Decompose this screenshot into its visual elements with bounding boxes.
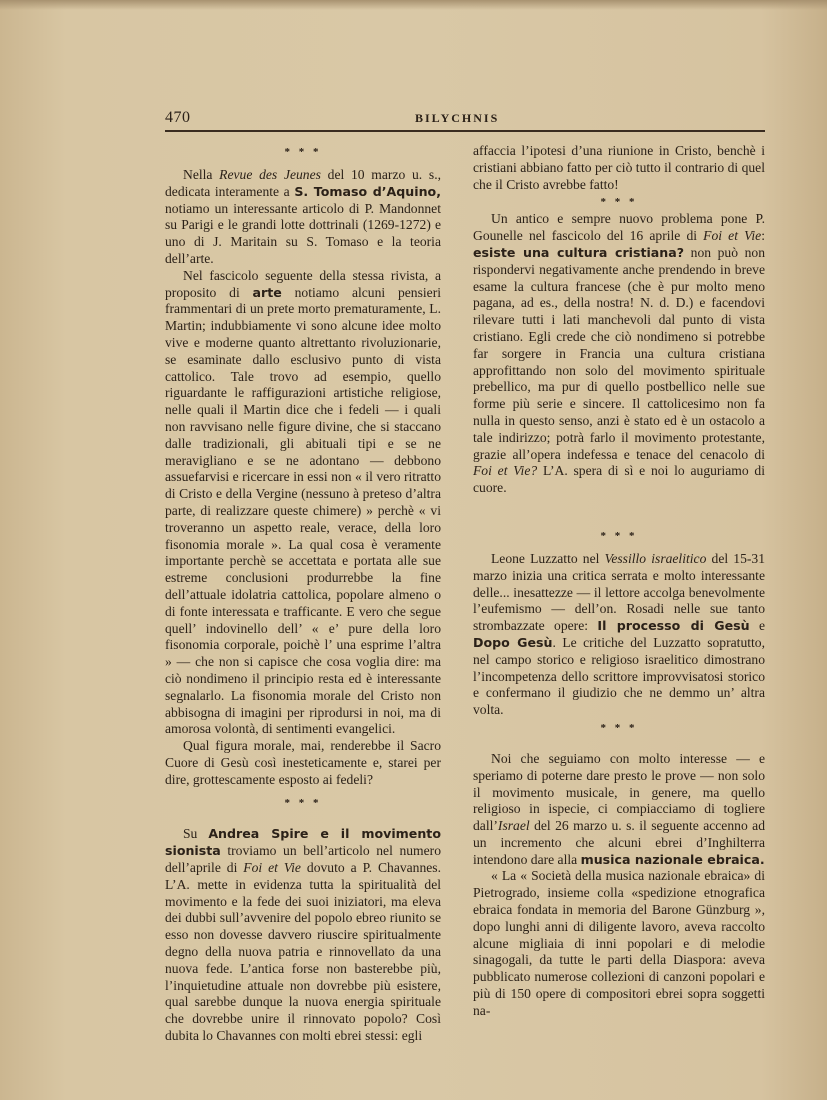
bold-subject: S. Tomaso d’Aquino, xyxy=(294,183,441,199)
paragraph: « La « Società della musica nazionale ebraica» di Pietrogrado, insieme colla «spedizione etnografica ebraica fondata in memoria del Barone Günzburg », dopo lunghi anni di diligente lavoro, aveva raccolto alcune migliaia di inni popolari e di melodie sinagogali, da tutte le parti della Diaspora: aveva pubblicato numerose collezioni di canzoni popolari e più di 150 opere di compositori ebrei sopra soggetti na- xyxy=(473,868,765,1018)
paragraph: Noi che seguiamo con molto interesse — e speriamo di poterne dare presto le prove — non solo il movimento musicale, in genere, ma quello religioso in ispecie, ci compiacciamo di togliere dall’Israel del 26 marzo u. s. il seguente accenno ad un incremento che alcuni ebrei d’Inghilterra intendono dare alla musica nazionale ebraica. xyxy=(473,750,765,867)
page-number: 470 xyxy=(165,109,191,126)
page-top-shadow xyxy=(0,0,827,10)
running-title: BILYCHNIS xyxy=(415,111,500,125)
section-separator: * * * xyxy=(284,146,322,158)
bold-subject: Andrea Spire e il movimento sionista xyxy=(165,826,441,859)
bold-subject: musica nazionale ebraica. xyxy=(580,851,765,867)
journal-title: Foi et Vie xyxy=(703,228,762,244)
paragraph: Nella Revue des Jeunes del 10 marzo u. s., dedicata interamente a S. Tomaso d’Aquino, notiamo un interessante articolo di P. Mandonnet su Parigi e le grandi lotte dottrinali (1269-1272) e uno di J. Maritain su S. Tomaso e la teoria dell’arte. xyxy=(165,167,441,266)
journal-title: Vessillo israelitico xyxy=(604,550,707,566)
section-separator: * * * xyxy=(600,721,638,734)
journal-title: Israel xyxy=(497,818,530,834)
right-column xyxy=(473,143,765,1020)
paragraph: Qual figura morale, mai, renderebbe il Sacro Cuore di Gesù così inesteticamente e, starei per dire, grottescamente esposto ai fedeli? xyxy=(165,738,441,787)
bold-subject: Dopo Gesù xyxy=(473,634,553,650)
bold-subject: esiste una cultura cristiana? xyxy=(473,244,685,260)
paragraph: Nel fascicolo seguente della stessa rivista, a proposito di arte notiamo alcuni pensieri frammentari di un prete morto prematuramente, L. Martin; indubbiamente vi sono alcune idee molto vive e moderne quanto altrettanto rivoluzionarie, se esaminate dallo esclusivo punto di vista cattolico. Tale trovo ad esempio, quello riguardante le raffigurazioni artistiche religiose, nelle quali il Martin dice che i fedeli — i quali non ravvisano nelle figure divine, che si staccano dalle tradizionali, gli abituali tipi e se ne meravigliano e se ne adontano — debbono assuefarvisi e ricercare in essi non « il vero ritratto di Cristo e della Vergine (nessuno à preteso d’altra parte, di realizzare queste chimere) » perchè « vi troveranno un aspetto reale, verace, della loro fisonomia morale ». La qual cosa è veramente importante perchè se accettata e portata alle sue estreme conclusioni produrrebbe la fine dell’attuale idolatria cattolica, popolare almeno o di fonte interessata e trafficante. E vero che segue quell’ indovinello dell’ « e’ pure della loro fisonomia corporale, poichè l’ una esprime l’altra » — che non si capisce che cosa voglia dire: ma ciò nondimeno il principio resta ed è interessante segnalarlo. La fisonomia morale del Cristo non abbisogna di imagini per riprodursi in noi, ma di amorosa volontà, di sentimenti evangelici. xyxy=(165,267,441,737)
paragraph: affaccia l’ipotesi d’una riunione in Cristo, benchè i cristiani abbiano fatto per ciò tutto il contrario di quel che il Cristo avrebbe fatto! xyxy=(473,143,765,192)
page-header xyxy=(165,107,765,131)
left-column xyxy=(165,143,441,1045)
paragraph: Leone Luzzatto nel Vessillo israelitico del 15-31 marzo inizia una critica serrata e molto interessante delle... inesattezze — il lettore accolga benevolmente l’eufemismo — dell’on. Rosadi nelle sue tanto strombazzate opere: Il processo di Gesù e Dopo Gesù. Le critiche del Luzzatto sopratutto, nel campo storico e religioso israelitico dimostrano l’incompetenza dello scrittore improvvisatosi storico e confermano il giudizio che ne demmo un’ altra volta. xyxy=(473,550,766,718)
bold-subject: arte xyxy=(252,284,282,300)
paragraph: Un antico e sempre nuovo problema pone P. Gounelle nel fascicolo del 16 aprile di Foi et Vie: esiste una cultura cristiana? non può non rispondervi negativamente anche prendendo in breve esame la cultura francese (che è pur molto meno pagana, ad es., della nostra! N. d. D.) e facendovi rilevare tutti i lati manchevoli dal punto di vista cristiano. Egli crede che ciò nondimeno si potrebbe far sorgere in Francia una cultura cristiana approfittando non solo del movimento spirituale prebellico, ma pur di quello postbellico nelle sue forme più serie e sincere. Il cattolicesimo non fa nulla in questo senso, anzi è stato ed è un ostacolo a tale indirizzo; potrà farlo il movimento protestante, grazie all’opera indefessa e tenace del cenacolo di Foi et Vie? L’A. spera di sì e noi lo auguriamo di cuore. xyxy=(473,211,765,496)
journal-title: Foi et Vie xyxy=(243,860,301,876)
header-rule xyxy=(165,130,765,132)
paragraph: Su Andrea Spire e il movimento sionista troviamo un bell’articolo nel numero dell’aprile di Foi et Vie dovuto a P. Chavannes. L’A. mette in evidenza tutta la spiritualità del movimento e la fede dei suoi iniziatori, ma eleva dei dubbi sull’avvenire del popolo ebreo riunito se esso non dovesse davvero riuscire spiritualmente degno della nuova patria e rinnovellato da una nuova fede. L’antica forse non basterebbe più, l’inquietudine attuale non dovrebbe più esistere, qual sarebbe dunque la nuova energia spirituale che dovrebbe unire il rinnovato popolo? Così dubita lo Chavannes con molti ebrei stessi: egli xyxy=(165,826,441,1044)
journal-title: Revue des Jeunes xyxy=(219,167,321,182)
section-separator: * * * xyxy=(600,529,638,542)
journal-title: Foi et Vie? xyxy=(473,463,538,479)
bold-subject: Il processo di Gesù xyxy=(597,618,750,634)
section-separator: * * * xyxy=(284,797,322,810)
section-separator: * * * xyxy=(600,196,638,209)
